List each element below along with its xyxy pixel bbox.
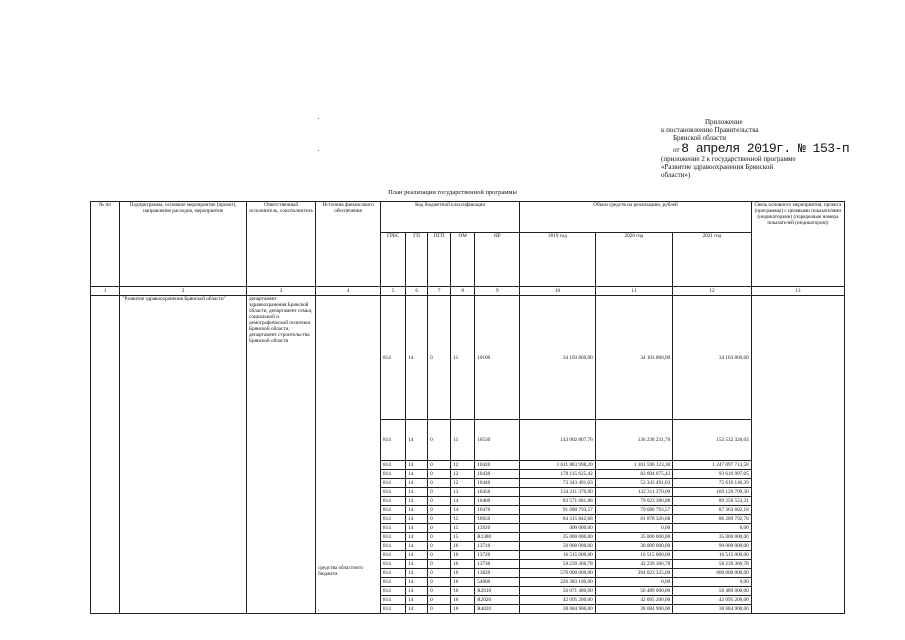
table-row [91, 296, 845, 420]
header-line-7: области») [661, 171, 691, 179]
amount-2020-cell: 136 238 231,76 [595, 420, 672, 461]
amount-2019-cell: 42 095 200,00 [520, 596, 595, 605]
column-numbers-row [91, 287, 845, 296]
amount-2019-cell: 143 902 807,76 [520, 420, 595, 461]
col-program-header: Подпрограмма, основное мероприятие (проект), направление расходов, мероприятие [120, 202, 247, 287]
np-cell: 54600 [475, 578, 520, 587]
col-2020-header: 2020 год [595, 233, 672, 287]
plan-table [90, 201, 845, 614]
col-number: 4 [316, 287, 381, 296]
np-cell: R2010 [475, 587, 520, 596]
col-number: 5 [381, 287, 406, 296]
col-executor-header: Ответственный исполнитель, соисполнитель [247, 202, 316, 287]
plan-title: План реализации государственной программы [388, 189, 517, 196]
amount-2019-cell: 400 000,00 [520, 524, 595, 533]
col-number: 6 [406, 287, 428, 296]
amount-2020-cell: 79 680 793,57 [595, 506, 672, 515]
grbs-cell: 814 [381, 515, 406, 524]
col-number: 2 [120, 287, 247, 296]
col-number: 1 [91, 287, 120, 296]
om-cell: 16 [451, 542, 475, 551]
col-np-header: НР [475, 233, 520, 287]
amount-2020-cell: 34 103 860,00 [595, 296, 672, 420]
amount-2021-cell: 16 515 000,00 [673, 551, 752, 560]
amount-2020-cell: 42 239 366,78 [595, 560, 672, 569]
np-cell: 10470 [475, 506, 520, 515]
om-cell: 13 [451, 488, 475, 497]
np-cell: 13720 [475, 551, 520, 560]
col-number: 8 [451, 287, 475, 296]
program-name-cell: "Развитие здравоохранения Брянской области" [120, 296, 247, 614]
grbs-cell: 814 [381, 488, 406, 497]
col-number: 10 [520, 287, 595, 296]
np-cell: 10450 [475, 488, 520, 497]
appendix-header [661, 118, 891, 179]
amount-2020-cell: 53 343 491,03 [595, 479, 672, 488]
amount-2019-cell: 84 315 842,68 [520, 515, 595, 524]
grbs-cell: 814 [381, 296, 406, 420]
amount-2021-cell: 42 095 200,00 [673, 596, 752, 605]
grbs-cell: 814 [381, 420, 406, 461]
om-cell: 12 [451, 461, 475, 470]
col-number: 3 [247, 287, 316, 296]
om-cell: 16 [451, 596, 475, 605]
pgp-cell: 0 [428, 479, 451, 488]
gp-cell: 14 [406, 560, 428, 569]
amount-2019-cell: 1 611 883 998,20 [520, 461, 595, 470]
gp-cell: 14 [406, 461, 428, 470]
date-number-stamp: 8 апреля 2019г. № 153-п [681, 141, 850, 156]
col-number: 7 [428, 287, 451, 296]
gp-cell: 14 [406, 296, 428, 420]
grbs-cell: 814 [381, 506, 406, 515]
np-cell: 10460 [475, 497, 520, 506]
amount-2021-cell: 90 000 000,00 [673, 542, 752, 551]
grbs-cell: 814 [381, 470, 406, 479]
pgp-cell: 0 [428, 420, 451, 461]
np-cell: R4020 [475, 605, 520, 614]
grbs-cell: 814 [381, 533, 406, 542]
om-cell: 16 [451, 605, 475, 614]
pgp-cell: 0 [428, 587, 451, 596]
col-num-header: № пп [91, 202, 120, 287]
gp-cell: 14 [406, 569, 428, 578]
gp-cell: 14 [406, 488, 428, 497]
grbs-cell: 814 [381, 560, 406, 569]
amount-2021-cell: 87 363 682,18 [673, 506, 752, 515]
amount-2021-cell: 600 000 000,00 [673, 569, 752, 578]
np-cell: 13920 [475, 524, 520, 533]
grbs-cell: 814 [381, 578, 406, 587]
amount-2019-cell: 73 343 491,03 [520, 479, 595, 488]
grbs-cell: 814 [381, 461, 406, 470]
amount-2020-cell: 56 489 000,00 [595, 587, 672, 596]
pgp-cell: 0 [428, 497, 451, 506]
header-line-6: «Развитие здравоохранения Брянской [661, 163, 774, 171]
om-cell: 14 [451, 497, 475, 506]
amount-2020-cell: 42 095 200,00 [595, 596, 672, 605]
amount-2021-cell: 35 000 000,00 [673, 533, 752, 542]
header-line-4 [661, 142, 891, 155]
om-cell: 15 [451, 524, 475, 533]
source-cell [316, 296, 381, 614]
om-cell: 12 [451, 470, 475, 479]
gp-cell: 14 [406, 596, 428, 605]
amount-2019-cell: 170 115 625,42 [520, 470, 595, 479]
om-cell: 12 [451, 479, 475, 488]
amount-2019-cell: 134 311 370,00 [520, 488, 595, 497]
pgp-cell: 0 [428, 515, 451, 524]
amount-2021-cell: 152 532 320,03 [673, 420, 752, 461]
grbs-cell: 814 [381, 479, 406, 488]
col-source-header: Источник финансового обеспечения [316, 202, 381, 287]
amount-2021-cell: 0,00 [673, 524, 752, 533]
amount-2020-cell: 394 023 325,00 [595, 569, 672, 578]
gp-cell: 14 [406, 497, 428, 506]
om-cell: 16 [451, 587, 475, 596]
pgp-cell: 0 [428, 461, 451, 470]
amount-2019-cell: 56 071 400,00 [520, 587, 595, 596]
gp-cell: 14 [406, 479, 428, 488]
grbs-cell: 814 [381, 569, 406, 578]
pgp-cell: 0 [428, 488, 451, 497]
amount-2021-cell: 38 684 900,00 [673, 605, 752, 614]
amount-2021-cell: 1 247 097 713,58 [673, 461, 752, 470]
amount-2021-cell: 56 489 000,00 [673, 587, 752, 596]
amount-2021-cell: 169 129 709,30 [673, 488, 752, 497]
np-cell: R2020 [475, 596, 520, 605]
col-number: 9 [475, 287, 520, 296]
col-number: 11 [595, 287, 672, 296]
amount-2019-cell: 38 684 900,00 [520, 605, 595, 614]
amount-2019-cell: 83 571 681,88 [520, 497, 595, 506]
grbs-cell: 814 [381, 587, 406, 596]
om-cell: 16 [451, 569, 475, 578]
scan-speck [318, 150, 319, 151]
amount-2020-cell: 35 000 000,00 [595, 533, 672, 542]
pgp-cell: 0 [428, 506, 451, 515]
col-pgp-header: ПГП [428, 233, 451, 287]
amount-2019-cell: 35 000 000,00 [520, 533, 595, 542]
pgp-cell: 0 [428, 569, 451, 578]
gp-cell: 14 [406, 515, 428, 524]
gp-cell: 14 [406, 533, 428, 542]
amount-2021-cell: 58 239 366,78 [673, 560, 752, 569]
np-cell: R1380 [475, 533, 520, 542]
grbs-cell: 814 [381, 596, 406, 605]
gp-cell: 14 [406, 605, 428, 614]
amount-2020-cell: 30 000 000,00 [595, 542, 672, 551]
gp-cell: 14 [406, 542, 428, 551]
np-cell: 10650 [475, 515, 520, 524]
pgp-cell: 0 [428, 533, 451, 542]
amount-2019-cell: 91 680 793,57 [520, 506, 595, 515]
col-number: 12 [673, 287, 752, 296]
pgp-cell: 0 [428, 470, 451, 479]
pgp-cell: 0 [428, 596, 451, 605]
gp-cell: 14 [406, 587, 428, 596]
header-line-3: Брянской области [673, 134, 727, 142]
grbs-cell: 814 [381, 551, 406, 560]
amount-2021-cell: 86 289 792,78 [673, 515, 752, 524]
grbs-cell: 814 [381, 497, 406, 506]
gp-cell: 14 [406, 578, 428, 587]
gp-cell: 14 [406, 551, 428, 560]
col-volume-header: Объем средств на реализацию, рублей [520, 202, 751, 233]
row-number-cell [91, 296, 120, 614]
amount-2020-cell: 1 101 596 123,30 [595, 461, 672, 470]
relation-cell [751, 296, 844, 614]
pgp-cell: 0 [428, 578, 451, 587]
np-cell: 10440 [475, 479, 520, 488]
np-cell: 13710 [475, 542, 520, 551]
col-number: 13 [751, 287, 844, 296]
col-om-header: ОМ [451, 233, 475, 287]
col-2019-header: 2019 год [520, 233, 595, 287]
source-text: средства областного бюджета [318, 565, 363, 577]
amount-2021-cell: 89 250 553,31 [673, 497, 752, 506]
col-relation-header: Связь основного мероприятия, проекта (программы) с целевыми показателями (индикаторами) (порядковые номера показателей (индикаторов)) [751, 202, 844, 287]
pgp-cell: 0 [428, 560, 451, 569]
np-cell: 13730 [475, 560, 520, 569]
gp-cell: 14 [406, 524, 428, 533]
amount-2019-cell: 50 000 000,00 [520, 542, 595, 551]
col-gp-header: ГП [406, 233, 428, 287]
om-cell: 16 [451, 560, 475, 569]
pgp-cell: 0 [428, 524, 451, 533]
om-cell: 15 [451, 515, 475, 524]
amount-2021-cell: 34 103 860,00 [673, 296, 752, 420]
amount-2019-cell: 58 239 366,78 [520, 560, 595, 569]
om-cell: 14 [451, 506, 475, 515]
amount-2019-cell: 226 383 100,00 [520, 578, 595, 587]
amount-2021-cell: 93 616 997,05 [673, 470, 752, 479]
pgp-cell: 0 [428, 605, 451, 614]
amount-2020-cell: 0,00 [595, 578, 672, 587]
pgp-cell: 0 [428, 551, 451, 560]
om-cell: 11 [451, 296, 475, 420]
amount-2019-cell: 16 515 000,00 [520, 551, 595, 560]
om-cell: 11 [451, 420, 475, 461]
grbs-cell: 814 [381, 542, 406, 551]
col-grbs-header: ГРБС [381, 233, 406, 287]
om-cell: 16 [451, 551, 475, 560]
amount-2020-cell: 132 311 370,00 [595, 488, 672, 497]
header-line-2: к постановлению Правительства [661, 126, 759, 134]
col-budget-code-header: Код бюджетной классификации [381, 202, 520, 233]
amount-2020-cell: 82 604 075,42 [595, 470, 672, 479]
np-cell: 13820 [475, 569, 520, 578]
np-cell: 10530 [475, 420, 520, 461]
grbs-cell: 814 [381, 605, 406, 614]
gp-cell: 14 [406, 420, 428, 461]
amount-2020-cell: 16 515 000,00 [595, 551, 672, 560]
amount-2021-cell: 75 616 146,39 [673, 479, 752, 488]
amount-2020-cell: 79 023 380,88 [595, 497, 672, 506]
amount-2020-cell: 81 878 326,68 [595, 515, 672, 524]
grbs-cell: 814 [381, 524, 406, 533]
amount-2020-cell: 38 684 900,00 [595, 605, 672, 614]
om-cell: 16 [451, 578, 475, 587]
np-cell: 10420 [475, 461, 520, 470]
scan-speck [318, 610, 319, 611]
gp-cell: 14 [406, 506, 428, 515]
np-cell: 10100 [475, 296, 520, 420]
date-prefix: от [673, 146, 680, 154]
scan-speck [318, 118, 319, 119]
om-cell: 15 [451, 533, 475, 542]
gp-cell: 14 [406, 470, 428, 479]
col-2021-header: 2021 год [673, 233, 752, 287]
pgp-cell: 0 [428, 542, 451, 551]
amount-2020-cell: 0,00 [595, 524, 672, 533]
executor-cell: департамент здравоохранения Брянской области, департамент семьи, социальной и демографической политики Брянской области, департамент строительства Брянской области [247, 296, 316, 614]
pgp-cell: 0 [428, 296, 451, 420]
amount-2019-cell: 570 000 000,00 [520, 569, 595, 578]
np-cell: 10430 [475, 470, 520, 479]
header-line-5: (приложение 2 к государственной программе [661, 155, 796, 163]
header-line-1: Приложение [705, 118, 743, 126]
amount-2021-cell: 0,00 [673, 578, 752, 587]
amount-2019-cell: 34 103 860,00 [520, 296, 595, 420]
